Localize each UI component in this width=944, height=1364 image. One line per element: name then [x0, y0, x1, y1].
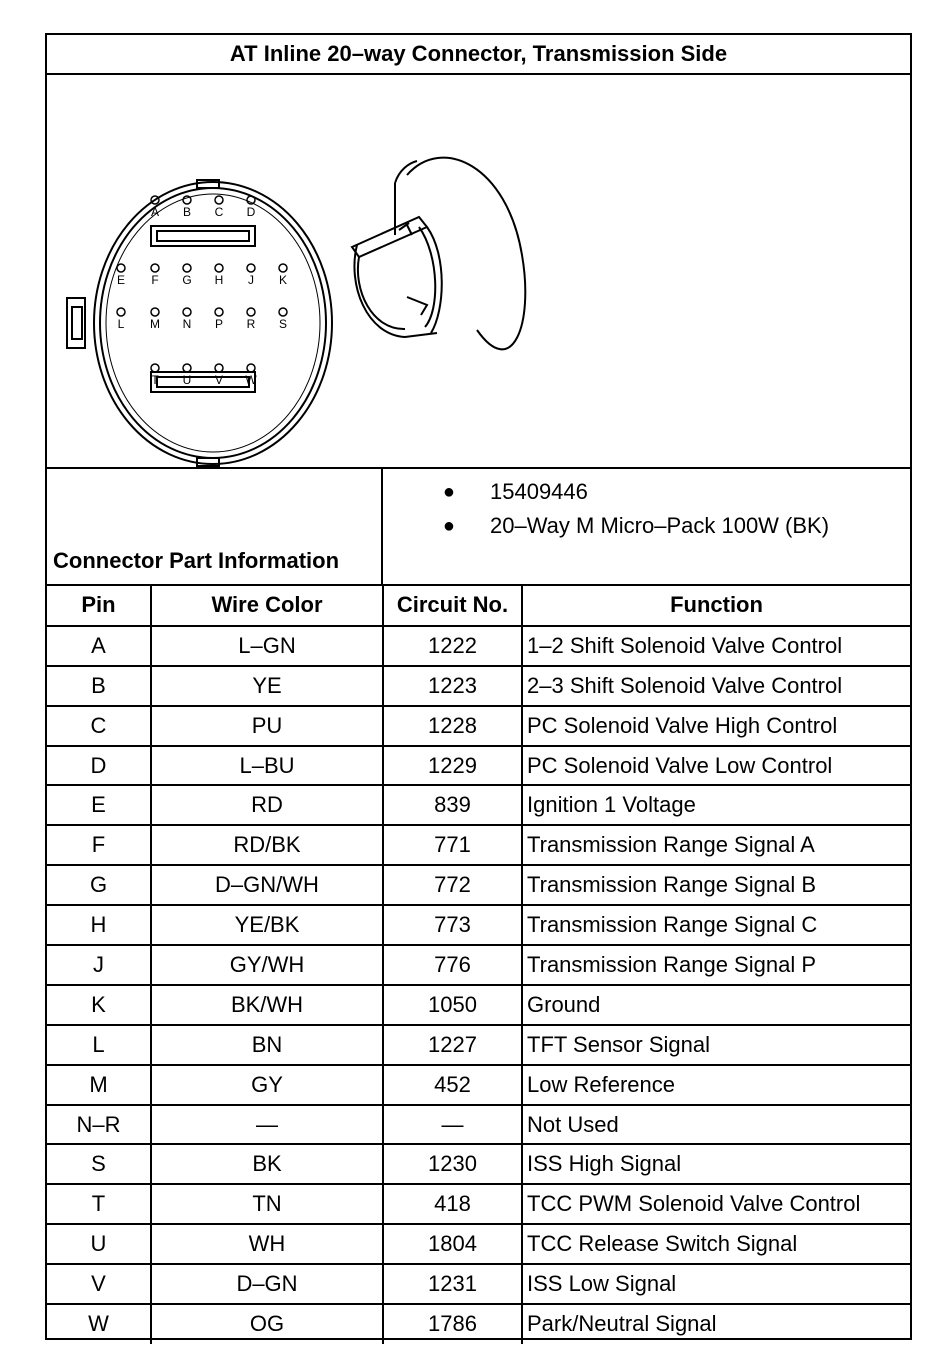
cell-circuit-no: 1222: [383, 626, 522, 666]
page-title: AT Inline 20–way Connector, Transmission Side: [47, 35, 910, 75]
cell-pin: S: [47, 1144, 151, 1184]
pin-label: T: [151, 373, 159, 387]
pin-hole: [215, 364, 223, 372]
cell-circuit-no: 772: [383, 865, 522, 905]
pin-hole: [117, 308, 125, 316]
cell-function: TCC Release Switch Signal: [522, 1224, 910, 1264]
table-row: [47, 1105, 910, 1145]
bullet-icon: ●: [442, 514, 455, 537]
header-pin: Pin: [47, 586, 151, 626]
table-row: [47, 945, 910, 985]
pin-hole: [183, 364, 191, 372]
part-info-item: [383, 509, 910, 543]
cell-wire-color: RD/BK: [151, 825, 383, 865]
pin-hole: [279, 264, 287, 272]
cell-function: Ground: [522, 985, 910, 1025]
cell-wire-color: D–GN/WH: [151, 865, 383, 905]
cell-circuit-no: 1228: [383, 706, 522, 746]
cell-wire-color: —: [151, 1105, 383, 1145]
cell-pin: N–R: [47, 1105, 151, 1145]
pin-hole: [151, 264, 159, 272]
pin-label: W: [245, 373, 257, 387]
pin-label: R: [246, 317, 256, 331]
cell-circuit-no: 1229: [383, 746, 522, 786]
pin-label: U: [182, 373, 192, 387]
table-row: [47, 825, 910, 865]
cell-function: Transmission Range Signal C: [522, 905, 910, 945]
cell-pin: E: [47, 785, 151, 825]
cell-pin: H: [47, 905, 151, 945]
table-row: [47, 626, 910, 666]
cell-wire-color: YE: [151, 666, 383, 706]
cell-wire-color: BK: [151, 1144, 383, 1184]
pin-hole: [215, 308, 223, 316]
part-info-label: Connector Part Information: [47, 469, 383, 584]
cell-circuit-no: 1230: [383, 1144, 522, 1184]
pin-label: K: [278, 273, 288, 287]
pin-hole: [247, 308, 255, 316]
pin-label: S: [278, 317, 288, 331]
pin-label: V: [214, 373, 224, 387]
cell-wire-color: YE/BK: [151, 905, 383, 945]
pin-label: M: [150, 317, 160, 331]
table-row: [47, 1065, 910, 1105]
cell-pin: W: [47, 1304, 151, 1344]
cell-pin: G: [47, 865, 151, 905]
cell-wire-color: L–BU: [151, 746, 383, 786]
cell-circuit-no: 1231: [383, 1264, 522, 1304]
cell-circuit-no: 1223: [383, 666, 522, 706]
cell-circuit-no: 773: [383, 905, 522, 945]
pin-label: E: [116, 273, 126, 287]
connector-sheet: [45, 33, 912, 1340]
pin-hole: [247, 264, 255, 272]
header-wire-color: Wire Color: [151, 586, 383, 626]
cell-wire-color: BN: [151, 1025, 383, 1065]
pin-hole: [117, 264, 125, 272]
table-row: [47, 785, 910, 825]
cell-wire-color: RD: [151, 785, 383, 825]
cell-function: Low Reference: [522, 1065, 910, 1105]
pin-label: G: [182, 273, 192, 287]
cell-pin: F: [47, 825, 151, 865]
cell-circuit-no: 839: [383, 785, 522, 825]
pin-label: A: [150, 205, 160, 219]
table-row: [47, 666, 910, 706]
cell-pin: M: [47, 1065, 151, 1105]
pinout-table: [47, 586, 910, 1344]
cell-function: Transmission Range Signal B: [522, 865, 910, 905]
table-row: [47, 1184, 910, 1224]
cell-circuit-no: 776: [383, 945, 522, 985]
pin-label: F: [151, 273, 159, 287]
cell-function: TFT Sensor Signal: [522, 1025, 910, 1065]
table-header-row: [47, 586, 910, 626]
pin-hole: [183, 264, 191, 272]
cell-circuit-no: 452: [383, 1065, 522, 1105]
cell-pin: D: [47, 746, 151, 786]
cell-wire-color: BK/WH: [151, 985, 383, 1025]
pin-hole: [215, 264, 223, 272]
cell-wire-color: GY: [151, 1065, 383, 1105]
table-row: [47, 1144, 910, 1184]
cell-function: Not Used: [522, 1105, 910, 1145]
cell-function: 1–2 Shift Solenoid Valve Control: [522, 626, 910, 666]
table-row: [47, 905, 910, 945]
pin-label: J: [248, 273, 254, 287]
cell-pin: K: [47, 985, 151, 1025]
part-number: 15409446: [490, 479, 588, 504]
pin-label: L: [117, 317, 125, 331]
cell-circuit-no: —: [383, 1105, 522, 1145]
cell-wire-color: TN: [151, 1184, 383, 1224]
cell-function: TCC PWM Solenoid Valve Control: [522, 1184, 910, 1224]
cell-wire-color: L–GN: [151, 626, 383, 666]
pin-hole: [151, 308, 159, 316]
table-row: [47, 1224, 910, 1264]
connector-side-view: [352, 158, 525, 350]
pin-grid: [117, 196, 287, 387]
table-row: [47, 746, 910, 786]
cell-wire-color: D–GN: [151, 1264, 383, 1304]
cell-circuit-no: 1227: [383, 1025, 522, 1065]
part-info-item: [383, 475, 910, 509]
pin-hole: [215, 196, 223, 204]
cell-pin: U: [47, 1224, 151, 1264]
cell-function: ISS High Signal: [522, 1144, 910, 1184]
cell-pin: J: [47, 945, 151, 985]
pin-hole: [279, 308, 287, 316]
cell-wire-color: GY/WH: [151, 945, 383, 985]
cell-circuit-no: 771: [383, 825, 522, 865]
part-info: [47, 469, 910, 586]
pin-label: P: [214, 317, 224, 331]
table-row: [47, 1304, 910, 1344]
cell-pin: L: [47, 1025, 151, 1065]
header-function: Function: [522, 586, 910, 626]
pin-hole: [247, 364, 255, 372]
header-circuit-no: Circuit No.: [383, 586, 522, 626]
cell-circuit-no: 1804: [383, 1224, 522, 1264]
table-row: [47, 1025, 910, 1065]
pin-label: H: [214, 273, 224, 287]
bullet-icon: ●: [442, 480, 455, 503]
table-row: [47, 865, 910, 905]
cell-wire-color: PU: [151, 706, 383, 746]
pin-label: B: [182, 205, 192, 219]
connector-diagram: [47, 75, 910, 467]
cell-pin: B: [47, 666, 151, 706]
pin-label: C: [214, 205, 224, 219]
cell-wire-color: OG: [151, 1304, 383, 1344]
cell-function: ISS Low Signal: [522, 1264, 910, 1304]
cell-wire-color: WH: [151, 1224, 383, 1264]
table-row: [47, 706, 910, 746]
cell-function: PC Solenoid Valve High Control: [522, 706, 910, 746]
pin-hole: [151, 364, 159, 372]
cell-function: Park/Neutral Signal: [522, 1304, 910, 1344]
cell-pin: T: [47, 1184, 151, 1224]
connector-face: [67, 180, 332, 466]
table-row: [47, 985, 910, 1025]
pin-hole: [183, 196, 191, 204]
cell-function: Ignition 1 Voltage: [522, 785, 910, 825]
pin-hole: [183, 308, 191, 316]
cell-pin: C: [47, 706, 151, 746]
pin-label: D: [246, 205, 256, 219]
cell-function: Transmission Range Signal A: [522, 825, 910, 865]
table-row: [47, 1264, 910, 1304]
cell-pin: V: [47, 1264, 151, 1304]
part-info-list: [383, 469, 910, 584]
cell-circuit-no: 1786: [383, 1304, 522, 1344]
connector-illustration: [47, 75, 910, 469]
cell-circuit-no: 1050: [383, 985, 522, 1025]
pin-label: N: [182, 317, 192, 331]
cell-function: 2–3 Shift Solenoid Valve Control: [522, 666, 910, 706]
connector-description: 20–Way M Micro–Pack 100W (BK): [490, 513, 830, 538]
cell-circuit-no: 418: [383, 1184, 522, 1224]
cell-pin: A: [47, 626, 151, 666]
cell-function: Transmission Range Signal P: [522, 945, 910, 985]
cell-function: PC Solenoid Valve Low Control: [522, 746, 910, 786]
